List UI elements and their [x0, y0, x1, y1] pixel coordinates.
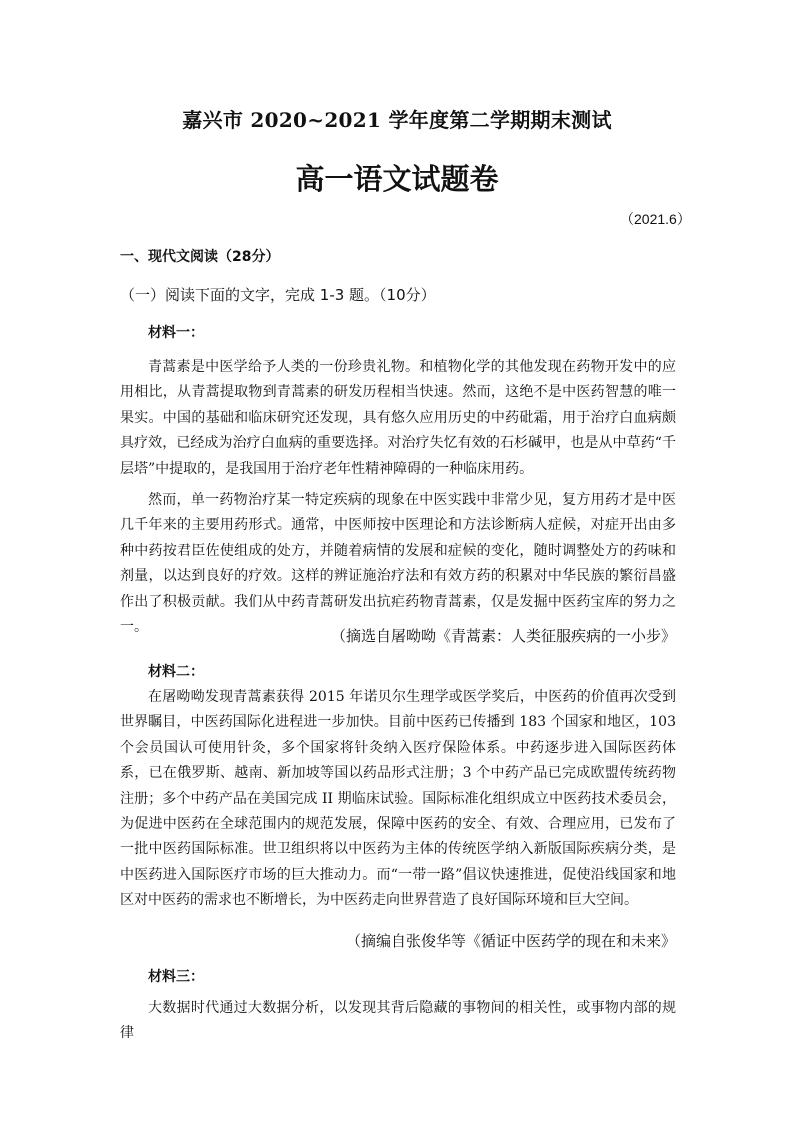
- paper-title: 高一语文试题卷: [295, 162, 499, 196]
- material-3-label: 材料三：: [148, 969, 204, 985]
- material-2-source: （摘编自张俊华等《循证中医药学的现在和未来》: [345, 932, 676, 950]
- section-heading: 一、现代文阅读（28分）: [120, 249, 280, 265]
- material-1-label: 材料一：: [148, 325, 204, 341]
- material-1-paragraph-2: 然而，单一药物治疗某一特定疾病的现象在中医实践中非常少见，复方用药才是中医几千年来的主要用药形式。通常，中医师按中医理论和方法诊断病人症候，对症开出由多种中药按君臣佐使组成的处方，并随着病情的发展和症候的变化，随时调整处方的药味和剂量，以达到良好的疗效。这样的辨证施治疗法和有效方药的积累对中华民族的繁衍昌盛作出了积极贡献。我们从中药青蒿研发出抗疟药物青蒿素，仅是发掘中医药宝库的努力之一。: [120, 492, 676, 636]
- material-2-label: 材料二：: [148, 664, 204, 680]
- reading-intro: （一）阅读下面的文字，完成 1-3 题。（10分）: [120, 286, 436, 304]
- material-1-paragraph-1: 青蒿素是中医学给予人类的一份珍贵礼物。和植物化学的其他发现在药物开发中的应用相比，从青蒿提取物到青蒿素的研发历程相当快速。然而，这绝不是中医药智慧的唯一果实。中国的基础和临床研究还发现，具有悠久应用历史的中药砒霜，用于治疗白血病颇具疗效，已经成为治疗白血病的重要选择。对治疗失忆有效的石杉碱甲，也是从中草药“千层塔”中提取的，是我国用于治疗老年性精神障碍的一种临床用药。: [120, 359, 676, 477]
- material-1-source: （摘选自屠呦呦《青蒿素：人类征服疾病的一小步》: [330, 627, 676, 645]
- material-2-paragraph-1: 在屠呦呦发现青蒿素获得 2015 年诺贝尔生理学或医学奖后，中医药的价值再次受到世界瞩目，中医药国际化进程进一步加快。目前中医药已传播到 183 个国家和地区，103 个会员国认可使用针灸，多个国家将针灸纳入医疗保险体系。中药逐步进入国际医药体系，已在俄罗斯、越南、新加坡等国以药品形式注册；3 个中药产品已完成欧盟传统药物注册；多个中药产品在美国完成 II 期临床试验。国际标准化组织成立中医药技术委员会，为促进中医药在全球范围内的规范发展，保障中医药的安全、有效、合理应用，已发布了一批中医药国际标准。世卫组织将以中医药为主体的传统医学纳入新版国际疾病分类，是中医药进入国际医疗市场的巨大推动力。而“一带一路”倡议快速推进，促使沿线国家和地区对中医药的需求也不断增长，为中医药走向世界营造了良好国际环境和巨大空间。: [120, 689, 676, 909]
- material-3-paragraph-1: 大数据时代通过大数据分析，以发现其背后隐藏的事物间的相关性，或事物内部的规律: [120, 1000, 676, 1042]
- exam-title: 嘉兴市 2020~2021 学年度第二学期期末测试: [182, 108, 612, 132]
- exam-date: （2021.6）: [620, 211, 691, 227]
